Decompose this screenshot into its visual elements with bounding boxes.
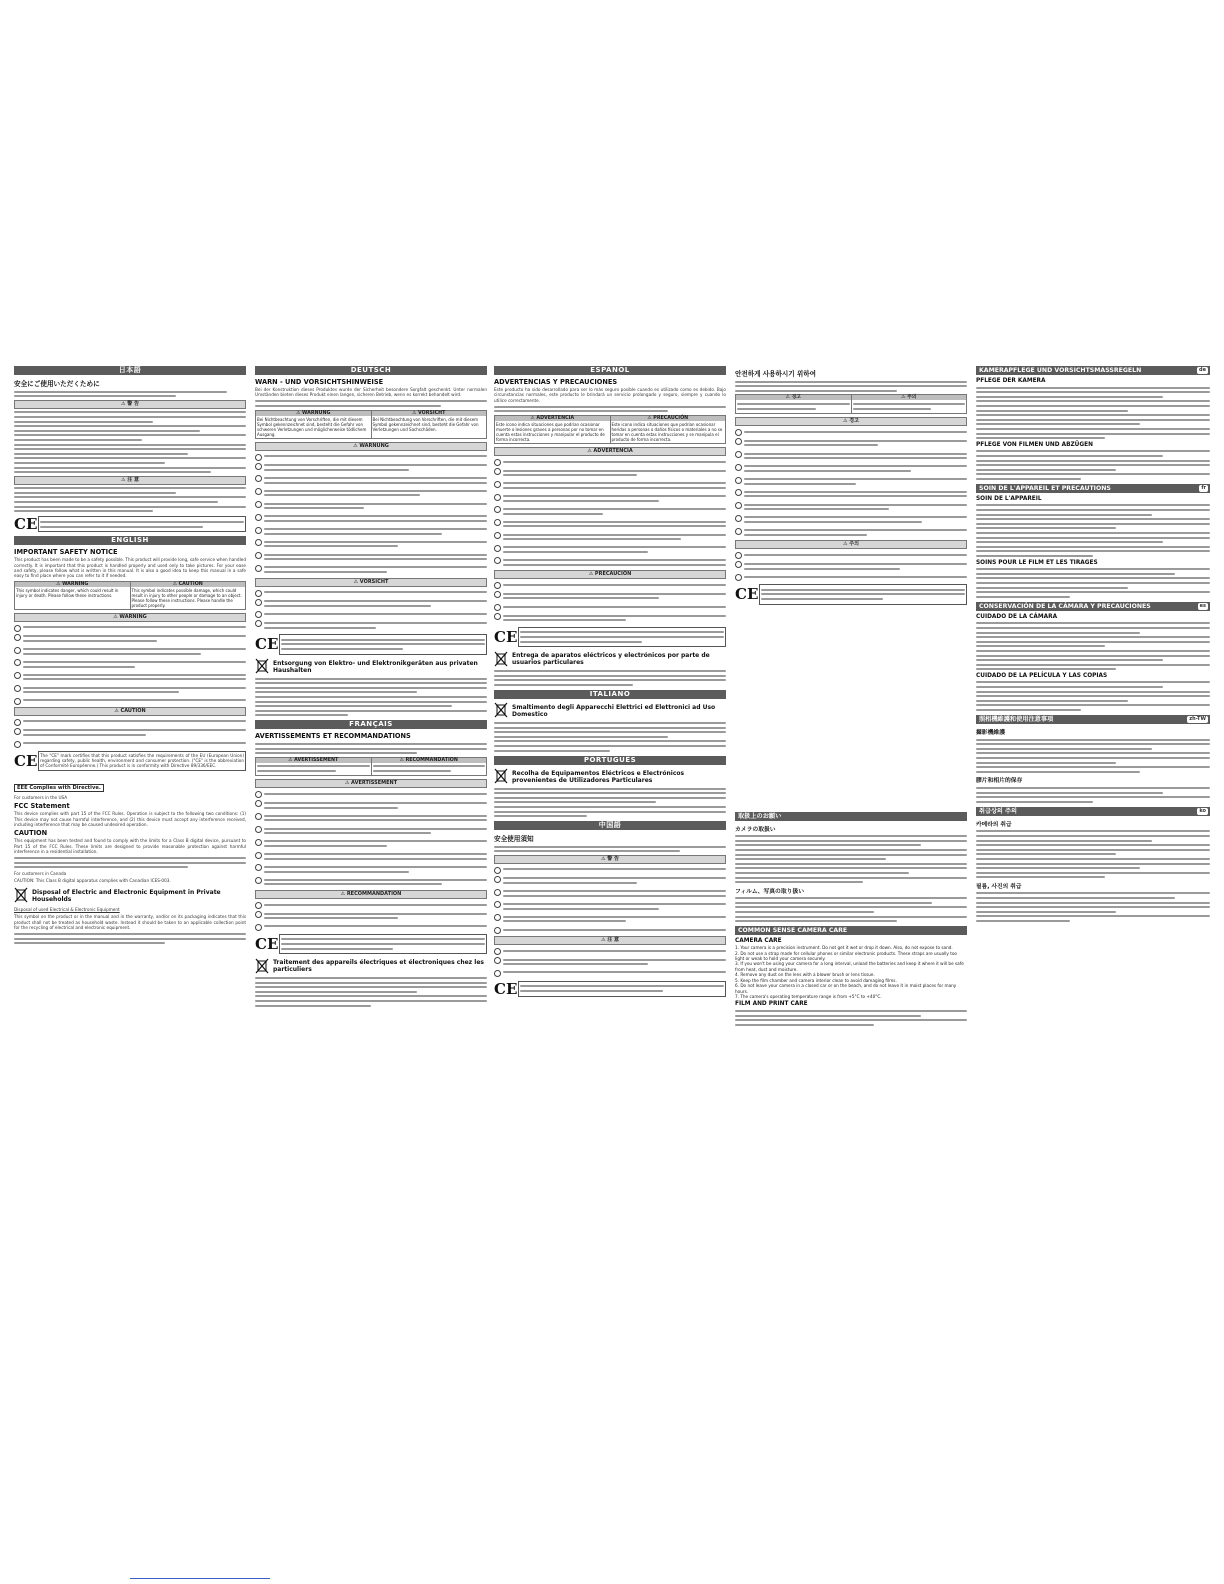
recommandation-header: ⚠ RECOMMANDATION xyxy=(255,890,487,899)
ce-mark-icon: CE xyxy=(735,585,759,604)
crossed-bin-icon xyxy=(14,887,28,903)
prohibition-icon xyxy=(255,488,262,495)
prohibition-icon xyxy=(494,970,501,977)
prohibition-icon xyxy=(255,826,262,833)
prohibition-icon xyxy=(494,948,501,955)
care-title-es: CONSERVACIÓN DE LA CÁMARA Y PRECAUCIONES xyxy=(979,602,1151,610)
prohibition-icon xyxy=(255,877,262,884)
camera-care-fr: SOIN DE L'APPAREIL xyxy=(976,495,1042,502)
care-bar-ja xyxy=(735,812,967,821)
prohibition-icon xyxy=(255,902,262,909)
warning-description-en: This symbol indicates danger, which could result in injury or death. Please follow these instructions. xyxy=(16,587,119,598)
lang-tag-fr: fr xyxy=(1201,484,1206,491)
warning-caution-table-fr xyxy=(255,757,487,777)
prohibition-icon xyxy=(14,685,21,692)
prohibition-icon xyxy=(494,613,501,620)
list-item: 1. Your camera is a precision instrument. Do not get it wet or drop it down. Also, do not expose to sand. xyxy=(735,945,953,951)
prohibition-icon xyxy=(255,565,262,572)
lang-bar-german: DEUTSCH xyxy=(255,366,487,375)
disposal-title-it: Smaltimento degli Apparecchi Elettrici ed Elettronici ad Uso Domestico xyxy=(512,703,716,718)
prohibition-icon xyxy=(255,599,262,606)
vorsicht-description: Bei Nichtbeachtung von Vorschriften, die mit diesem Symbol gekennzeichnet sind, besteht die Gefahr von Verletzungen und Sachschäden. xyxy=(372,416,479,432)
section-title-es: ADVERTENCIAS Y PRECAUCIONES xyxy=(494,378,618,386)
section-title-ko: 안전하게 사용하시기 위하여 xyxy=(735,370,817,378)
prohibition-icon xyxy=(735,489,742,496)
column-4 xyxy=(735,366,967,1564)
prohibition-icon xyxy=(494,532,501,539)
ce-mark-icon: CE xyxy=(255,635,279,654)
prohibition-icon xyxy=(255,527,262,534)
film-care-zh: 膠片和相片的保存 xyxy=(976,778,1023,785)
prohibition-icon xyxy=(255,800,262,807)
precaucion-description: Este icono indica situaciones que podrían ocasionar heridas a personas o daños físicos o materiales a no se tomar en cuenta estas instrucciones y se manipula el producto de forma incorrecta. xyxy=(611,422,723,442)
lang-tag-ko: ko xyxy=(1199,807,1206,814)
ko-caution-header: ⚠ 주의 xyxy=(735,540,967,549)
camera-care-en: CAMERA CARE xyxy=(735,938,782,945)
warnung-header: ⚠ WARNUNG xyxy=(255,442,487,451)
lang-tag-es: es xyxy=(1199,602,1206,609)
disposal-title-es: Entrega de aparatos eléctricos y electrónicos por parte de usuarios particulares xyxy=(512,652,710,667)
prohibition-icon xyxy=(255,852,262,859)
prohibition-icon xyxy=(494,604,501,611)
prohibition-icon xyxy=(494,957,501,964)
warning-caution-table-en xyxy=(14,581,246,610)
warnung-description: Bei Nichtbeachtung von Vorschriften, die mit diesem Symbol gekennzeichnet sind, besteht die Gefahr von schweren Verletzungen und möglicherweise tödlichem Ausgang. xyxy=(257,416,367,437)
prohibition-icon xyxy=(494,582,501,589)
prohibition-icon xyxy=(14,625,21,632)
prohibition-icon xyxy=(494,481,501,488)
disposal-title-pt: Recolha de Equipamentos Eléctricos e Electrónicos provenientes de Utilizadores Particulares xyxy=(512,769,685,784)
caution-title: CAUTION xyxy=(14,829,48,838)
crossed-bin-icon xyxy=(494,768,508,784)
canada-text: CAUTION: This Class B digital apparatus complies with Canadian ICES-003. xyxy=(14,878,171,884)
list-item: 6. Do not leave your camera in a closed car or on the beach, and do not leave it in moist places for many hours. xyxy=(735,983,957,994)
prohibition-icon xyxy=(255,463,262,470)
caution-description-en: This symbol indicates possible damage, which could result in injury to other people or damage to an object. Please follow these instructions. Please handle the product properly. xyxy=(131,587,242,608)
crossed-bin-icon xyxy=(255,658,269,674)
column-2 xyxy=(255,366,487,1564)
lang-bar-french: FRANÇAIS xyxy=(255,720,487,729)
caution-header-ja: ⚠ 注 意 xyxy=(14,476,246,485)
warnung-label: ⚠ WARNUNG xyxy=(256,411,371,416)
lang-bar-portuguese: PORTUGUÊS xyxy=(494,756,726,765)
prohibition-icon xyxy=(735,515,742,522)
prohibition-icon xyxy=(494,494,501,501)
prohibition-icon xyxy=(735,561,742,568)
advertencia-label: ⚠ ADVERTENCIA xyxy=(495,416,610,421)
prohibition-icon xyxy=(494,506,501,513)
prohibition-icon xyxy=(494,459,501,466)
precaucion-header: ⚠ PRECAUCIÓN xyxy=(494,570,726,579)
lang-bar-english: ENGLISH xyxy=(14,536,246,545)
prohibition-icon xyxy=(494,876,501,883)
list-item: 3. If you won't be using your camera for a long interval, unload the batteries and keep it where it will be safe from heat, dust and moisture. xyxy=(735,961,964,972)
prohibition-icon xyxy=(255,514,262,521)
list-item: 7. The camera's operating temperature range is from +5°C to +40°C. xyxy=(735,993,882,999)
section-title-fr: AVERTISSEMENTS ET RECOMMANDATIONS xyxy=(255,732,411,741)
prohibition-icon xyxy=(255,864,262,871)
column-5 xyxy=(976,366,1210,1564)
list-item: 5. Keep the film chamber and camera interior clean to avoid damaging films. xyxy=(735,977,897,983)
lang-bar-chinese: 中国語 xyxy=(494,821,726,830)
prohibition-icon xyxy=(255,839,262,846)
intro-de: Bei der Konstruktion dieses Produktes wurde der Sicherheit besondere Sorgfalt geschenkt. Unter normalen Umständen bieten dieses Produkt einen langen, sicheren Betrieb, wenn es korrekt behandelt wird. xyxy=(255,387,487,398)
ce-mark-icon: CE xyxy=(255,934,279,953)
fcc-title: FCC Statement xyxy=(14,802,70,811)
disposal-title-en: Disposal of Electric and Electronic Equipment in Private Households xyxy=(32,888,221,903)
prohibition-icon xyxy=(14,719,21,726)
lang-bar-spanish: ESPAÑOL xyxy=(494,366,726,375)
caution-label-en: ⚠ CAUTION xyxy=(131,582,246,587)
prohibition-icon xyxy=(14,647,21,654)
warning-header-ja: ⚠ 警 告 xyxy=(14,400,246,409)
prohibition-icon xyxy=(255,813,262,820)
prohibition-icon xyxy=(255,791,262,798)
canada-label: For customers in Canada xyxy=(14,871,67,876)
lang-tag-zh: zh-TW xyxy=(1189,716,1206,723)
prohibition-icon xyxy=(494,889,501,896)
care-title-zh: 照相機維護和使用注意事項 xyxy=(979,716,1054,724)
vorsicht-header: ⚠ VORSICHT xyxy=(255,578,487,587)
prohibition-icon xyxy=(494,914,501,921)
care-bar-de xyxy=(976,366,1210,375)
section-title-zh: 安全使用須知 xyxy=(494,835,534,844)
prohibition-icon xyxy=(494,519,501,526)
prohibition-icon xyxy=(494,545,501,552)
lang-bar-japanese: 日本語 xyxy=(14,366,246,375)
care-bar-es xyxy=(976,602,1210,611)
intro-en: This product has been made to be a safety possible. This product will provide long, safe service when handled correctly. It is important that this product is handled properly and used only to take pictures. For your ease and safety, please follow what is written in this manual. It is also a good idea to keep this manual in a safe easy to find place where you can refer to it if needed. xyxy=(14,557,246,579)
prohibition-icon xyxy=(14,741,21,748)
prohibition-icon xyxy=(255,454,262,461)
ce-mark-icon: CE xyxy=(14,751,38,770)
film-care-en: FILM AND PRINT CARE xyxy=(735,1001,808,1008)
footer-line xyxy=(130,1578,270,1579)
prohibition-icon xyxy=(255,475,262,482)
warning-header-en: ⚠ WARNING xyxy=(14,613,246,622)
disposal-title-fr: Traitement des appareils électriques et électroniques chez les particuliers xyxy=(273,959,484,974)
ko-caution-label: ⚠ 주의 xyxy=(852,395,967,400)
care-title-de: KAMERAPFLEGE UND VORSICHTSMASSREGELN xyxy=(979,367,1142,374)
care-title-ko: 취급상의 주의 xyxy=(979,807,1018,815)
usa-label: For customers in the USA xyxy=(14,794,68,800)
film-care-ko: 필름, 사진의 취급 xyxy=(976,883,1022,890)
prohibition-icon xyxy=(255,911,262,918)
prohibition-icon xyxy=(494,557,501,564)
fcc-text: This device complies with part 15 of the FCC Rules. Operation is subject to the following two conditions: (1) This device may not cause harmful interference, and (2) this device must accept any interference received, including interference that may be caused undesired operation. xyxy=(14,811,246,827)
caution-header-zh: ⚠ 注 意 xyxy=(494,936,726,945)
prohibition-icon xyxy=(735,552,742,559)
prohibition-icon xyxy=(494,927,501,934)
warning-header-zh: ⚠ 警 告 xyxy=(494,855,726,864)
care-title-en: COMMON SENSE CAMERA CARE xyxy=(738,927,848,935)
prohibition-icon xyxy=(255,539,262,546)
camera-care-de: PFLEGE DER KAMERA xyxy=(976,378,1046,384)
prohibition-icon xyxy=(735,464,742,471)
section-title-en: IMPORTANT SAFETY NOTICE xyxy=(14,548,118,557)
care-bar-zh xyxy=(976,715,1210,724)
prohibition-icon xyxy=(494,591,501,598)
recommandation-label: ⚠ RECOMMANDATION xyxy=(372,758,487,763)
prohibition-icon xyxy=(735,451,742,458)
camera-care-zh: 攝影機維護 xyxy=(976,730,1005,737)
advertencia-description: Este icono indica situaciones que podrían ocasionar muerte o lesiones graves a personas por no tomar en cuenta estas instrucciones y manipular el producto de forma incorrecta. xyxy=(496,422,605,442)
warning-caution-table-de xyxy=(255,410,487,439)
prohibition-icon xyxy=(255,611,262,618)
prohibition-icon xyxy=(255,924,262,931)
section-title-de: WARN - UND VORSICHTSHINWEISE xyxy=(255,378,384,386)
prohibition-icon xyxy=(14,659,21,666)
prohibition-icon xyxy=(494,867,501,874)
crossed-bin-icon xyxy=(494,651,508,667)
prohibition-icon xyxy=(14,698,21,705)
intro-es: Este producto ha sido desarrollado para ser lo más seguro posible cuando es utilizado como es debido. Bajo circunstancias normales, este producto le brindará un servicio prolongado y seguro, siempre y cuando lo utilice correctamente. xyxy=(494,387,726,403)
crossed-bin-icon xyxy=(494,702,508,718)
crossed-bin-icon xyxy=(255,958,269,974)
prohibition-icon xyxy=(494,468,501,475)
ce-mark-icon: CE xyxy=(494,628,518,646)
prohibition-icon xyxy=(735,528,742,535)
prohibition-icon xyxy=(735,429,742,436)
disposal-subtitle-en: Disposal of used Electrical & Electronic Equipment xyxy=(14,906,120,912)
avertissement-label: ⚠ AVERTISSEMENT xyxy=(256,758,371,763)
care-bar-ko xyxy=(976,807,1210,816)
ce-statement-en: The "CE" mark certifies that this product satisfies the requirements of the EU (European Union) regarding safety, public health, environment and consumer protection. ("CE" is the abbreviation of Conformité Européenne.) This product is in conformity with Directive 89/336/EEC. xyxy=(38,751,246,771)
prohibition-icon xyxy=(735,477,742,484)
section-title-ja: 安全にご使用いただくために xyxy=(14,380,100,388)
film-care-fr: SOINS POUR LE FILM ET LES TIRAGES xyxy=(976,559,1098,566)
disposal-text-en: This symbol on the product or in the manual and in the warranty, and/or on its packaging indicates that this product shall not be treated as household waste. Instead it should be taken to an applicable collection point for the recycling of electrical and electronic equipment. xyxy=(14,914,246,931)
prohibition-icon xyxy=(255,501,262,508)
warning-caution-table-es xyxy=(494,415,726,444)
care-bar-en xyxy=(735,926,967,935)
ce-mark-icon: CE xyxy=(14,515,38,534)
film-care-de: PFLEGE VON FILMEN UND ABZÜGEN xyxy=(976,441,1093,448)
camera-care-es: CUIDADO DE LA CÁMARA xyxy=(976,613,1058,620)
avertissement-header: ⚠ AVERTISSEMENT xyxy=(255,779,487,788)
care-title-ja: 取扱上のお願い xyxy=(738,812,782,820)
prohibition-icon xyxy=(14,728,21,735)
camera-care-ja: カメラの取扱い xyxy=(735,826,776,833)
list-item: 2. Do not use a strap made for cellular phones or similar electronic products. These straps are usually too light or weak to hold your camera securely. xyxy=(735,950,957,962)
prohibition-icon xyxy=(735,502,742,509)
ce-mark-icon: CE xyxy=(494,979,518,998)
care-title-fr: SOIN DE L'APPAREIL ET PRECAUTIONS xyxy=(979,484,1111,492)
prohibition-icon xyxy=(255,590,262,597)
prohibition-icon xyxy=(255,552,262,559)
disposal-title-de: Entsorgung von Elektro- und Elektronikgeräten aus privaten Haushalten xyxy=(273,659,478,674)
caution-text: This equipment has been tested and found to comply with the limits for a Class B digital device, pursuant to Part 15 of the FCC Rules. These limits are designed to provide reasonable protection against harmful interference in a residential installation. xyxy=(14,838,246,855)
prohibition-icon xyxy=(14,634,21,641)
ko-warning-label: ⚠ 경고 xyxy=(736,395,851,400)
camera-care-ko: 카메라의 취급 xyxy=(976,821,1012,828)
eee-badge: EEE Complies with Directive. xyxy=(14,784,104,792)
film-care-es: CUIDADO DE LA PELÍCULA Y LAS COPIAS xyxy=(976,672,1108,679)
prohibition-icon xyxy=(735,574,742,581)
film-care-ja: フィルム、写真の取り扱い xyxy=(735,888,805,895)
column-1 xyxy=(14,366,246,1564)
ko-warning-header: ⚠ 경고 xyxy=(735,417,967,426)
prohibition-icon xyxy=(494,901,501,908)
care-bar-fr xyxy=(976,484,1210,493)
precaucion-label: ⚠ PRECAUCIÓN xyxy=(611,416,726,421)
prohibition-icon xyxy=(735,438,742,445)
warning-caution-table-ko xyxy=(735,394,967,414)
advertencia-header: ⚠ ADVERTENCIA xyxy=(494,447,726,456)
prohibition-icon xyxy=(14,672,21,679)
lang-bar-italian: ITALIANO xyxy=(494,690,726,699)
list-item: 4. Remove any dust on the lens with a blower brush or lens tissue. xyxy=(735,972,875,978)
prohibition-icon xyxy=(255,620,262,627)
caution-header-en: ⚠ CAUTION xyxy=(14,707,246,716)
warning-label-en: ⚠ WARNING xyxy=(15,582,130,587)
lang-tag-de: de xyxy=(1199,367,1206,373)
vorsicht-label: ⚠ VORSICHT xyxy=(372,411,487,416)
column-3 xyxy=(494,366,726,1564)
